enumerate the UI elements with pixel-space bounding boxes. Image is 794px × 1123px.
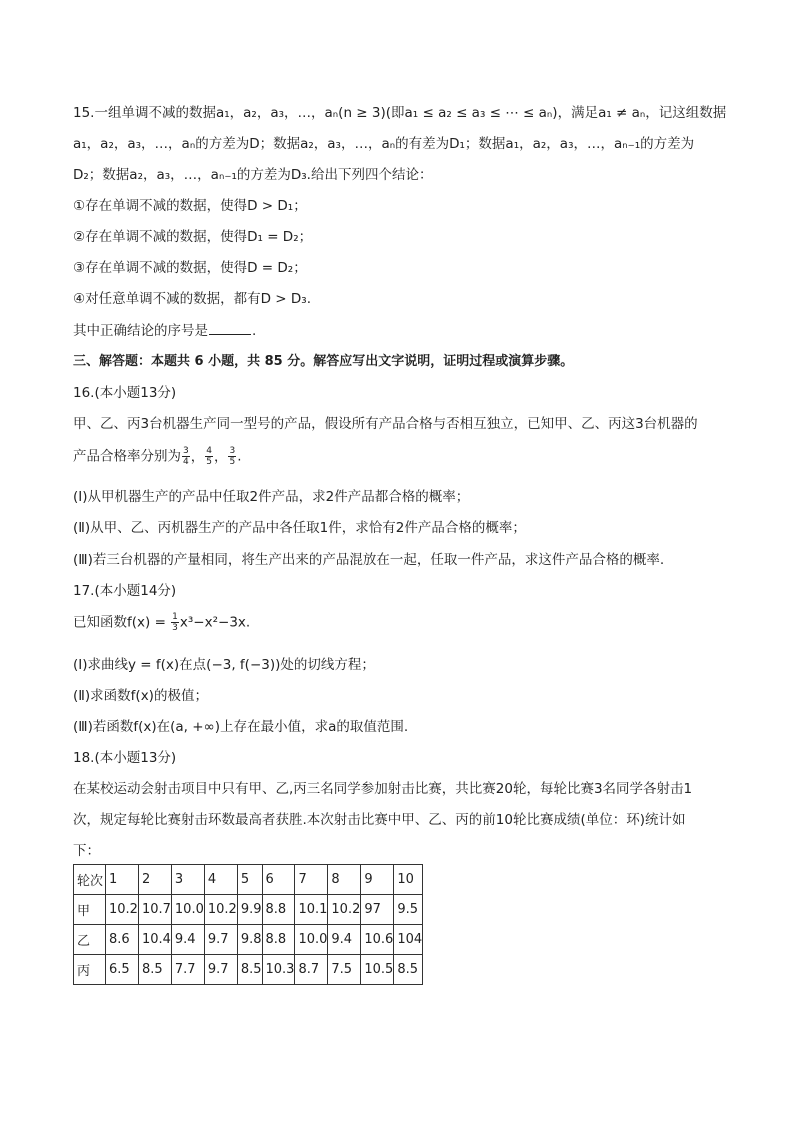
score-cell: 10.5 [361, 955, 394, 985]
score-cell: 8.5 [138, 955, 171, 985]
score-cell: 8.7 [295, 955, 328, 985]
score-cell: 9.5 [394, 895, 423, 925]
score-cell: 8.5 [237, 955, 262, 985]
row-label-cell: 轮次 [74, 865, 106, 895]
q17-header: 17.(本小题14分) [73, 583, 177, 599]
q16-line-1: 甲、乙、丙3台机器生产同一型号的产品，假设所有产品合格与否相互独立，已知甲、乙、丙这3台机器的 [73, 416, 698, 432]
table-row [74, 895, 423, 925]
score-cell: 7.7 [171, 955, 204, 985]
q15-conclusion-3: ③存在单调不减的数据，使得D = D₂； [73, 260, 307, 276]
q16-part-2: (Ⅱ)从甲、乙、丙机器生产的产品中各任取1件，求恰有2件产品合格的概率； [73, 520, 526, 536]
fraction-separator: ， [213, 448, 228, 465]
q18-line-3: 下： [73, 843, 100, 859]
q17-function-suffix: x³−x²−3x. [179, 614, 251, 631]
score-cell: 8.6 [106, 925, 139, 955]
answer-blank[interactable] [209, 321, 251, 335]
score-cell: 9.9 [237, 895, 262, 925]
score-cell: 9.7 [204, 955, 237, 985]
score-cell: 97 [361, 895, 394, 925]
score-cell: 10.6 [361, 925, 394, 955]
score-cell: 9.4 [171, 925, 204, 955]
score-cell: 8 [328, 865, 361, 895]
q18-line-2: 次，规定每轮比赛射击环数最高者获胜.本次射击比赛中甲、乙、丙的前10轮比赛成绩(单位：环)统计如 [73, 812, 686, 828]
q16-fraction [205, 446, 213, 467]
fraction-denominator: 5 [206, 457, 212, 467]
q17-part-3: (Ⅲ)若函数f(x)在(a, +∞)上存在最小值，求a的取值范围. [73, 719, 409, 735]
fraction-numerator: 3 [183, 446, 189, 456]
score-cell: 8.8 [262, 925, 295, 955]
q15-answer-suffix: . [252, 323, 257, 339]
q17-frac-num: 1 [172, 612, 178, 622]
score-cell: 10.2 [328, 895, 361, 925]
fraction-denominator: 5 [229, 457, 236, 467]
table-header-row [74, 865, 423, 895]
score-cell: 9 [361, 865, 394, 895]
score-cell: 10.4 [138, 925, 171, 955]
row-label-cell: 丙 [74, 955, 106, 985]
q16-fraction [182, 446, 190, 467]
score-cell: 8.5 [394, 955, 423, 985]
fraction-numerator: 3 [229, 446, 236, 456]
score-cell: 1 [106, 865, 139, 895]
fraction-denominator: 4 [183, 457, 189, 467]
q15-conclusion-2: ②存在单调不减的数据，使得D₁ = D₂； [73, 229, 313, 245]
row-label-cell: 乙 [74, 925, 106, 955]
q16-part-1: (Ⅰ)从甲机器生产的产品中任取2件产品，求2件产品都合格的概率； [73, 489, 470, 505]
q16-header: 16.(本小题13分) [73, 385, 177, 401]
score-cell: 9.7 [204, 925, 237, 955]
table-row [74, 955, 423, 985]
score-cell: 10.7 [138, 895, 171, 925]
score-cell: 9.4 [328, 925, 361, 955]
score-cell: 9.8 [237, 925, 262, 955]
score-cell: 8.8 [262, 895, 295, 925]
q16-fraction-list [181, 446, 237, 467]
q17-part-1: (Ⅰ)求曲线y = f(x)在点(−3, f(−3))处的切线方程； [73, 657, 375, 673]
score-cell: 7.5 [328, 955, 361, 985]
score-cell: 2 [138, 865, 171, 895]
q16-line-2-suffix: . [237, 448, 242, 465]
score-cell: 10.2 [106, 895, 139, 925]
score-cell: 6 [262, 865, 295, 895]
score-cell: 4 [204, 865, 237, 895]
q17-function-fraction [171, 612, 179, 633]
q16-line-2 [73, 446, 754, 472]
score-cell: 10.0 [171, 895, 204, 925]
q15-conclusion-1: ①存在单调不减的数据，使得D > D₁； [73, 198, 307, 214]
q17-function-line [73, 612, 754, 638]
q18-header: 18.(本小题13分) [73, 750, 177, 766]
row-label-cell: 甲 [74, 895, 106, 925]
fraction-separator: ， [190, 448, 205, 465]
score-cell: 10.0 [295, 925, 328, 955]
q16-fraction [228, 446, 236, 467]
q15-answer-prefix: 其中正确结论的序号是 [73, 323, 208, 339]
section-3-heading: 三、解答题：本题共 6 小题，共 85 分。解答应写出文字说明，证明过程或演算步骤。 [73, 354, 574, 369]
q16-part-3: (Ⅲ)若三台机器的产量相同，将生产出来的产品混放在一起，任取一件产品，求这件产品合格的概率. [73, 552, 665, 568]
q15-line-3: D₂；数据a₂，a₃，…，aₙ₋₁的方差为D₃.给出下列四个结论： [73, 167, 433, 183]
score-cell: 10.3 [262, 955, 295, 985]
score-cell: 10.2 [204, 895, 237, 925]
score-cell: 3 [171, 865, 204, 895]
q15-line-2: a₁，a₂，a₃，…，aₙ的方差为D；数据a₂，a₃，…，aₙ的有差为D₁；数据a₁，a₂，a₃，…，aₙ₋₁的方差为 [73, 136, 695, 152]
score-cell: 5 [237, 865, 262, 895]
score-cell: 7 [295, 865, 328, 895]
score-cell: 10 [394, 865, 423, 895]
q17-frac-den: 3 [172, 623, 178, 633]
q15-answer-line [73, 321, 754, 341]
score-cell: 104 [394, 925, 423, 955]
fraction-numerator: 4 [206, 446, 212, 456]
table-row [74, 925, 423, 955]
q15-line-1: 15.一组单调不减的数据a₁，a₂，a₃，…，aₙ(n ≥ 3)(即a₁ ≤ a₂ ≤ a₃ ≤ ⋯ ≤ aₙ)，满足a₁ ≠ aₙ，记这组数据 [73, 105, 727, 121]
score-cell: 10.1 [295, 895, 328, 925]
q15-conclusion-4: ④对任意单调不减的数据，都有D > D₃. [73, 291, 311, 307]
q18-line-1: 在某校运动会射击项目中只有甲、乙,丙三名同学参加射击比赛，共比赛20轮，每轮比赛3名同学各射击1 [73, 781, 693, 797]
q16-line-2-prefix: 产品合格率分别为 [73, 448, 181, 465]
q18-score-table [73, 864, 423, 985]
q17-part-2: (Ⅱ)求函数f(x)的极值； [73, 688, 208, 704]
q17-function-prefix: 已知函数f(x) = [73, 614, 171, 631]
score-cell: 6.5 [106, 955, 139, 985]
